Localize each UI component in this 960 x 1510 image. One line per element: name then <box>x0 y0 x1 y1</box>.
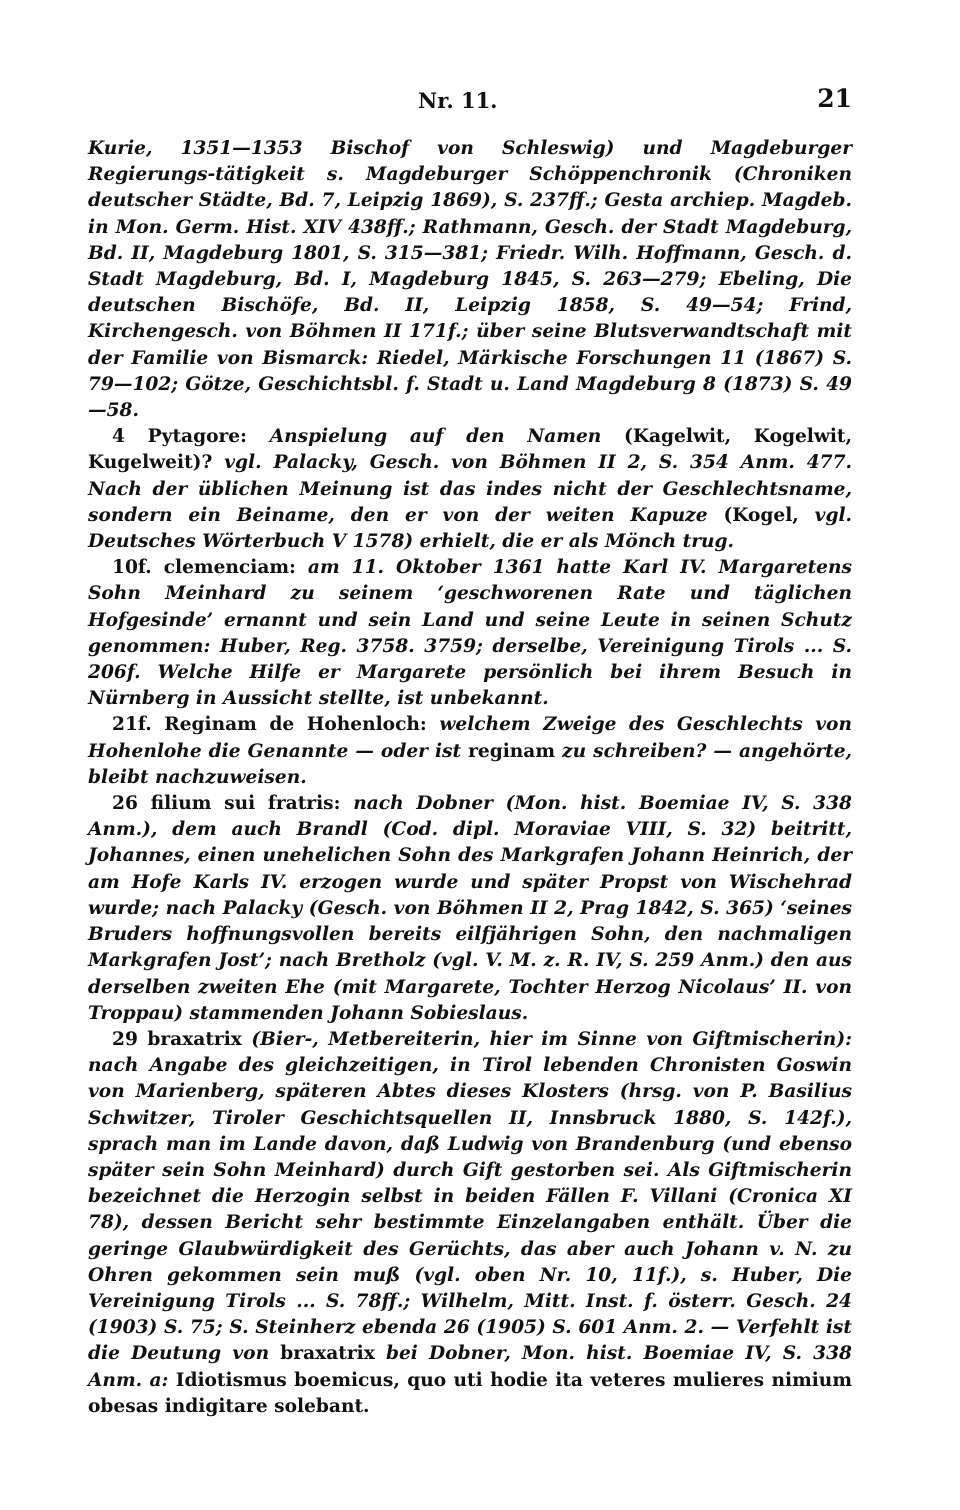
roman-run: braxatrix <box>280 1343 386 1365</box>
italic-run: Anspielung auf den Namen <box>269 426 625 448</box>
commentary-note <box>88 712 852 791</box>
roman-run: 21f. Reginam de Hohenloch: <box>112 714 440 736</box>
italic-run: am 11. Oktober 1361 hatte Karl IV. Margaretens Sohn Meinhard zu seinem ‘geschworenen Rate und täglichen Hofgesinde’ ernannt und sein Land und seine Leute in seinen Schutz genommen: Huber, Reg. 3758. 3759; derselbe, Vereinigung Tirols ... S. 206f. Welche Hilfe er Margarete persönlich bei ihrem Besuch in Nürnberg in Aussicht stellte, ist unbekannt. <box>88 557 853 710</box>
italic-run: nach Dobner (Mon. hist. Boemiae IV, S. 338 Anm.), dem auch Brandl (Cod. dipl. Moraviae VIII, S. 32) beitritt, Johannes, einen unehelichen Sohn des Markgrafen Johann Heinrich, der am Hofe Karls IV. erzogen wurde und später Propst von Wischehrad wurde; nach Palacky (Gesch. von Böhmen II 2, Prag 1842, S. 365) ‘seines Bruders hoffnungsvollen bereits eilfjährigen Sohn, den nachmaligen Markgrafen Jost’; nach Bretholz (vgl. V. M. z. R. IV, S. 259 Anm.) den aus derselben zweiten Ehe (mit Margarete, Tochter Herzog Nicolaus’ II. von Troppau) stammenden Johann Sobieslaus. <box>88 793 852 1024</box>
roman-run: (Kagelwit, Kogelwit, Kugelweit)? <box>88 426 852 474</box>
roman-run: 26 filium sui fratris: <box>112 793 354 815</box>
roman-run: (Kogel, <box>723 504 815 526</box>
roman-run: Idiotismus boemicus, quo uti hodie ita veteres mulieres nimium obesas indigitare solebant. <box>88 1369 852 1417</box>
continued-paragraph <box>88 136 852 424</box>
document-page <box>88 82 852 1420</box>
italic-run: vgl. Deutsches Wörterbuch V 1578) erhielt, die er als Mönch trug. <box>88 504 852 553</box>
roman-run: reginam <box>468 740 563 762</box>
italic-run: Kurie, 1351—1353 Bischof von Schleswig) und Magdeburger Regierungs-tätigkeit s. Magdeburger Schöppenchronik (Chroniken deutscher Städte, Bd. 7, Leipzig 1869), S. 237ff.; Gesta archiep. Magdeb. in Mon. Germ. Hist. XIV 438ff.; Rathmann, Gesch. der Stadt Magdeburg, Bd. II, Magdeburg 1801, S. 315—381; Friedr. Wilh. Hoffmann, Gesch. d. Stadt Magdeburg, Bd. I, Magdeburg 1845, S. 263—279; Ebeling, Die deutschen Bischöfe, Bd. II, Leipzig 1858, S. 49—54; Frind, Kirchengesch. von Böhmen II 171f.; über seine Blutsverwandtschaft mit der Familie von Bismarck: Riedel, Märkische Forschungen 11 (1867) S. 79—102; Götze, Geschichtsbl. f. Stadt u. Land Magdeburg 8 (1873) S. 49—58. <box>88 138 852 422</box>
roman-run: 4 Pytagore: <box>112 426 270 448</box>
document-number: Nr. 11. <box>418 88 498 113</box>
roman-run: 10f. clemenciam: <box>112 557 308 579</box>
page-header <box>88 82 852 120</box>
commentary-note <box>88 1027 852 1420</box>
italic-run: vgl. Palacky, Gesch. von Böhmen II 2, S. 354 Anm. 477. Nach der üblichen Meinung ist das indes nicht der Geschlechtsname, sondern ein Beiname, den er von der weiten Kapuze <box>88 452 852 526</box>
page-number: 21 <box>817 84 852 113</box>
italic-run: welchem Zweige des Geschlechts von Hohenlohe die Genannte — oder ist <box>88 714 852 762</box>
italic-run: zu schreiben? — angehörte, bleibt nachzuweisen. <box>88 740 853 788</box>
italic-run: bei Dobner, Mon. hist. Boemiae IV, S. 338 Anm. a: <box>88 1343 852 1391</box>
commentary-body <box>88 136 852 1420</box>
commentary-note <box>88 791 852 1027</box>
italic-run: (Bier-, Metbereiterin, hier im Sinne von Giftmischerin): nach Angabe des gleichzeitigen, in Tirol lebenden Chronisten Goswin von Marienberg, späteren Abtes dieses Klosters (hrsg. von P. Basilius Schwitzer, Tiroler Geschichtsquellen II, Innsbruck 1880, S. 142f.), sprach man im Lande davon, daß Ludwig von Brandenburg (und ebenso später sein Sohn Meinhard) durch Gift gestorben sei. Als Giftmischerin bezeichnet die Herzogin selbst in beiden Fällen F. Villani (Cronica XI 78), dessen Bericht sehr bestimmte Einzelangaben enthält. Über die geringe Glaubwürdigkeit des Gerüchts, das aber auch Johann v. N. zu Ohren gekommen sein muß (vgl. oben Nr. 10, 11f.), s. Huber, Die Vereinigung Tirols ... S. 78ff.; Wilhelm, Mitt. Inst. f. österr. Gesch. 24 (1903) S. 75; S. Steinherz ebenda 26 (1905) S. 601 Anm. 2. — Verfehlt ist die Deutung von <box>88 1028 852 1365</box>
commentary-note <box>88 555 852 712</box>
commentary-note <box>88 424 852 555</box>
roman-run: 29 braxatrix <box>112 1028 252 1050</box>
